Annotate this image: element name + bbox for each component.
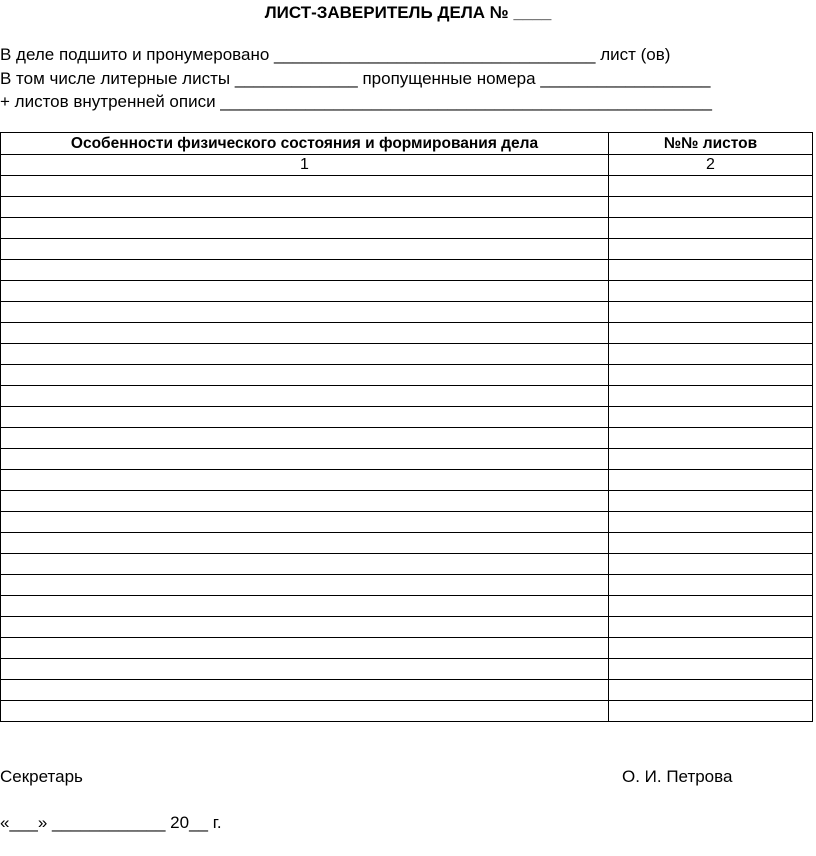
sheet-numbers-cell	[609, 512, 813, 533]
condition-cell	[1, 302, 609, 323]
condition-cell	[1, 218, 609, 239]
table-row	[1, 575, 813, 596]
sheet-numbers-cell	[609, 281, 813, 302]
sheet-numbers-cell	[609, 701, 813, 722]
table-row	[1, 260, 813, 281]
condition-cell	[1, 470, 609, 491]
condition-cell	[1, 701, 609, 722]
sheet-numbers-cell	[609, 554, 813, 575]
condition-cell	[1, 239, 609, 260]
table-row	[1, 344, 813, 365]
sheet-numbers-cell	[609, 260, 813, 281]
table-row	[1, 407, 813, 428]
sheet-numbers-cell	[609, 575, 813, 596]
condition-cell	[1, 617, 609, 638]
table-row	[1, 176, 813, 197]
sheet-numbers-cell	[609, 197, 813, 218]
condition-cell	[1, 575, 609, 596]
sheet-numbers-cell	[609, 302, 813, 323]
table-row	[1, 428, 813, 449]
sheet-numbers-cell	[609, 428, 813, 449]
table-row	[1, 680, 813, 701]
condition-table	[0, 132, 813, 722]
table-row	[1, 554, 813, 575]
condition-cell	[1, 407, 609, 428]
table-row	[1, 281, 813, 302]
sheet-numbers-cell	[609, 491, 813, 512]
sheet-numbers-cell	[609, 176, 813, 197]
table-row	[1, 239, 813, 260]
sheet-numbers-cell	[609, 407, 813, 428]
sheet-numbers-cell	[609, 470, 813, 491]
condition-cell	[1, 428, 609, 449]
sheets-count-line: В деле подшито и пронумеровано __________________________________ лист (ов)	[0, 45, 671, 64]
table-row	[1, 365, 813, 386]
table-row	[1, 512, 813, 533]
condition-cell	[1, 386, 609, 407]
sheet-numbers-cell	[609, 239, 813, 260]
signature-name: О. И. Петрова	[622, 767, 733, 786]
table-header-row	[1, 133, 813, 155]
condition-cell	[1, 554, 609, 575]
condition-cell	[1, 260, 609, 281]
table-row	[1, 596, 813, 617]
condition-cell	[1, 533, 609, 554]
condition-cell	[1, 281, 609, 302]
sheet-numbers-cell	[609, 659, 813, 680]
column-number-2: 2	[609, 155, 813, 176]
table-row	[1, 449, 813, 470]
condition-cell	[1, 680, 609, 701]
table-row	[1, 302, 813, 323]
column-number-1: 1	[1, 155, 609, 176]
table-row	[1, 638, 813, 659]
condition-cell	[1, 596, 609, 617]
condition-cell	[1, 344, 609, 365]
table-row	[1, 659, 813, 680]
date-line: «___» ____________ 20__ г.	[0, 813, 222, 832]
condition-cell	[1, 449, 609, 470]
letter-sheets-line: В том числе литерные листы _____________ пропущенные номера __________________	[0, 69, 711, 88]
table-row	[1, 323, 813, 344]
condition-cell	[1, 638, 609, 659]
sheet-numbers-cell	[609, 596, 813, 617]
condition-cell	[1, 197, 609, 218]
column-number-row	[1, 155, 813, 176]
sheet-numbers-cell	[609, 386, 813, 407]
table-row	[1, 533, 813, 554]
table-row	[1, 218, 813, 239]
sheet-numbers-cell	[609, 218, 813, 239]
sheet-numbers-cell	[609, 638, 813, 659]
column-header-sheet-numbers: №№ листов	[609, 133, 813, 155]
sheet-numbers-cell	[609, 365, 813, 386]
sheet-numbers-cell	[609, 533, 813, 554]
sheet-numbers-cell	[609, 617, 813, 638]
condition-cell	[1, 491, 609, 512]
sheet-numbers-cell	[609, 344, 813, 365]
table-row	[1, 617, 813, 638]
sheet-numbers-cell	[609, 680, 813, 701]
sheet-numbers-cell	[609, 449, 813, 470]
table-row	[1, 701, 813, 722]
condition-cell	[1, 176, 609, 197]
condition-cell	[1, 365, 609, 386]
table-row	[1, 386, 813, 407]
column-header-condition: Особенности физического состояния и формирования дела	[1, 133, 609, 155]
document-title: ЛИСТ-ЗАВЕРИТЕЛЬ ДЕЛА № ____	[264, 3, 552, 22]
signature-role: Секретарь	[0, 767, 83, 786]
condition-cell	[1, 659, 609, 680]
table-row	[1, 470, 813, 491]
inventory-sheets-line: + листов внутренней описи ____________________________________________________	[0, 92, 712, 111]
sheet-numbers-cell	[609, 323, 813, 344]
table-row	[1, 491, 813, 512]
condition-cell	[1, 512, 609, 533]
condition-cell	[1, 323, 609, 344]
table-row	[1, 197, 813, 218]
